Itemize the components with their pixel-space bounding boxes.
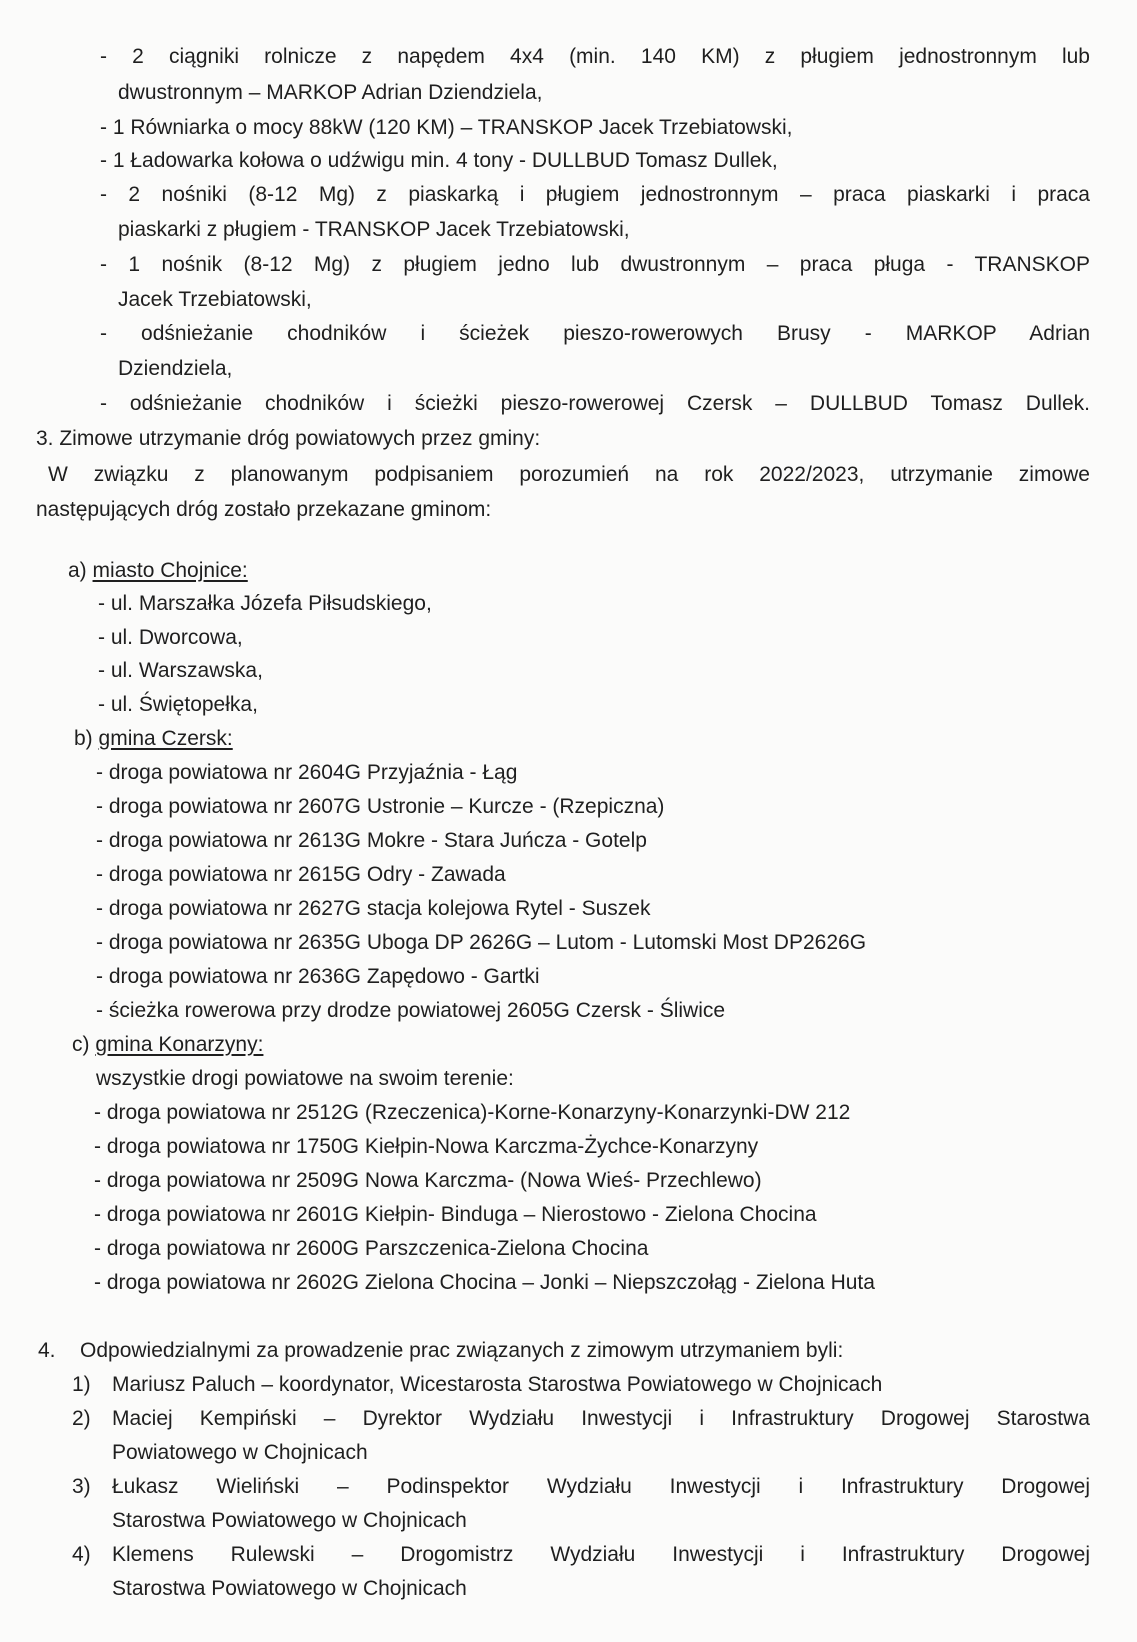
equipment-item-7: - odśnieżanie chodników i ścieżki pieszo-rowerowej Czersk – DULLBUD Tomasz Dullek. (100, 392, 1090, 415)
list-b-item: - droga powiatowa nr 2627G stacja kolejowa Rytel - Suszek (96, 897, 651, 920)
list-a-item: - ul. Świętopełka, (98, 693, 258, 716)
list-c-item: - droga powiatowa nr 2602G Zielona Chocina – Jonki – Niepszczołąg - Zielona Huta (94, 1271, 875, 1294)
list-a-marker: a) (68, 559, 87, 582)
list-b-item: - droga powiatowa nr 2604G Przyjaźnia - Łąg (96, 761, 518, 784)
list-b-marker: b) (74, 727, 93, 750)
person-number: 2) (72, 1407, 91, 1430)
list-b-item: - droga powiatowa nr 2607G Ustronie – Kurcze - (Rzepiczna) (96, 795, 665, 818)
list-b-heading (74, 726, 233, 752)
person-4-line-2: Starostwa Powiatowego w Chojnicach (112, 1577, 467, 1600)
list-a-item: - ul. Marszałka Józefa Piłsudskiego, (98, 592, 432, 615)
equipment-item-1-line-2: dwustronnym – MARKOP Adrian Dziendziela, (118, 81, 543, 104)
list-a-title: miasto Chojnice: (92, 559, 248, 582)
list-c-item: - droga powiatowa nr 1750G Kiełpin-Nowa Karczma-Żychce-Konarzyny (94, 1135, 759, 1158)
list-c-item: - droga powiatowa nr 2509G Nowa Karczma- (Nowa Wieś- Przechlewo) (94, 1169, 762, 1192)
list-b-item: - droga powiatowa nr 2613G Mokre - Stara Juńcza - Gotelp (96, 829, 647, 852)
list-a-heading (68, 558, 248, 584)
equipment-item-3: - 1 Ładowarka kołowa o udźwigu min. 4 tony - DULLBUD Tomasz Dullek, (100, 149, 778, 172)
person-number: 3) (72, 1475, 91, 1498)
equipment-item-5-line-2: Jacek Trzebiatowski, (118, 288, 312, 311)
list-c-item: - droga powiatowa nr 2512G (Rzeczenica)-Korne-Konarzyny-Konarzynki-DW 212 (94, 1101, 851, 1124)
section-3-intro-line-1: W związku z planowanym podpisaniem porozumień na rok 2022/2023, utrzymanie zimowe (48, 463, 1090, 486)
equipment-item-1-line-1: - 2 ciągniki rolnicze z napędem 4x4 (min. 140 KM) z pługiem jednostronnym lub (100, 45, 1090, 68)
list-a-item: - ul. Warszawska, (98, 659, 263, 682)
person-4-line-1: Klemens Rulewski – Drogomistrz Wydziału Inwestycji i Infrastruktury Drogowej (112, 1543, 1090, 1566)
list-a-item: - ul. Dworcowa, (98, 626, 243, 649)
person-2-line-1: Maciej Kempiński – Dyrektor Wydziału Inwestycji i Infrastruktury Drogowej Starostwa (112, 1407, 1090, 1430)
list-c-title: gmina Konarzyny: (95, 1033, 264, 1056)
list-c-item: - droga powiatowa nr 2601G Kiełpin- Binduga – Nierostowo - Zielona Chocina (94, 1203, 817, 1226)
equipment-item-4-line-1: - 2 nośniki (8-12 Mg) z piaskarką i pługiem jednostronnym – praca piaskarki i praca (100, 183, 1090, 206)
person-3-line-2: Starostwa Powiatowego w Chojnicach (112, 1509, 467, 1532)
list-c-heading (72, 1032, 263, 1058)
person-1-line-1: Mariusz Paluch – koordynator, Wicestarosta Starostwa Powiatowego w Chojnicach (112, 1373, 883, 1396)
list-c-item: - droga powiatowa nr 2600G Parszczenica-Zielona Chocina (94, 1237, 649, 1260)
list-b-item: - droga powiatowa nr 2635G Uboga DP 2626G – Lutom - Lutomski Most DP2626G (96, 931, 867, 954)
list-c-note: wszystkie drogi powiatowe na swoim terenie: (96, 1067, 514, 1090)
section-4-heading: Odpowiedzialnymi za prowadzenie prac związanych z zimowym utrzymaniem byli: (80, 1339, 844, 1362)
equipment-item-6-line-1: - odśnieżanie chodników i ścieżek pieszo-rowerowych Brusy - MARKOP Adrian (100, 322, 1090, 345)
list-b-item: - ścieżka rowerowa przy drodze powiatowej 2605G Czersk - Śliwice (96, 999, 726, 1022)
equipment-item-4-line-2: piaskarki z pługiem - TRANSKOP Jacek Trzebiatowski, (118, 218, 630, 241)
section-4-number: 4. (38, 1339, 56, 1362)
equipment-item-6-line-2: Dziendziela, (118, 357, 233, 380)
equipment-item-2: - 1 Równiarka o mocy 88kW (120 KM) – TRANSKOP Jacek Trzebiatowski, (100, 116, 793, 139)
list-b-title: gmina Czersk: (98, 727, 233, 750)
person-2-line-2: Powiatowego w Chojnicach (112, 1441, 368, 1464)
list-b-item: - droga powiatowa nr 2615G Odry - Zawada (96, 863, 506, 886)
person-number: 1) (72, 1373, 91, 1396)
list-b-item: - droga powiatowa nr 2636G Zapędowo - Gartki (96, 965, 540, 988)
person-3-line-1: Łukasz Wieliński – Podinspektor Wydziału Inwestycji i Infrastruktury Drogowej (112, 1475, 1090, 1498)
equipment-item-5-line-1: - 1 nośnik (8-12 Mg) z pługiem jedno lub dwustronnym – praca pługa - TRANSKOP (100, 253, 1090, 276)
section-3-intro-line-2: następujących dróg zostało przekazane gminom: (36, 498, 492, 521)
section-3-heading: 3. Zimowe utrzymanie dróg powiatowych przez gminy: (36, 427, 541, 450)
person-number: 4) (72, 1543, 91, 1566)
list-c-marker: c) (72, 1033, 90, 1056)
